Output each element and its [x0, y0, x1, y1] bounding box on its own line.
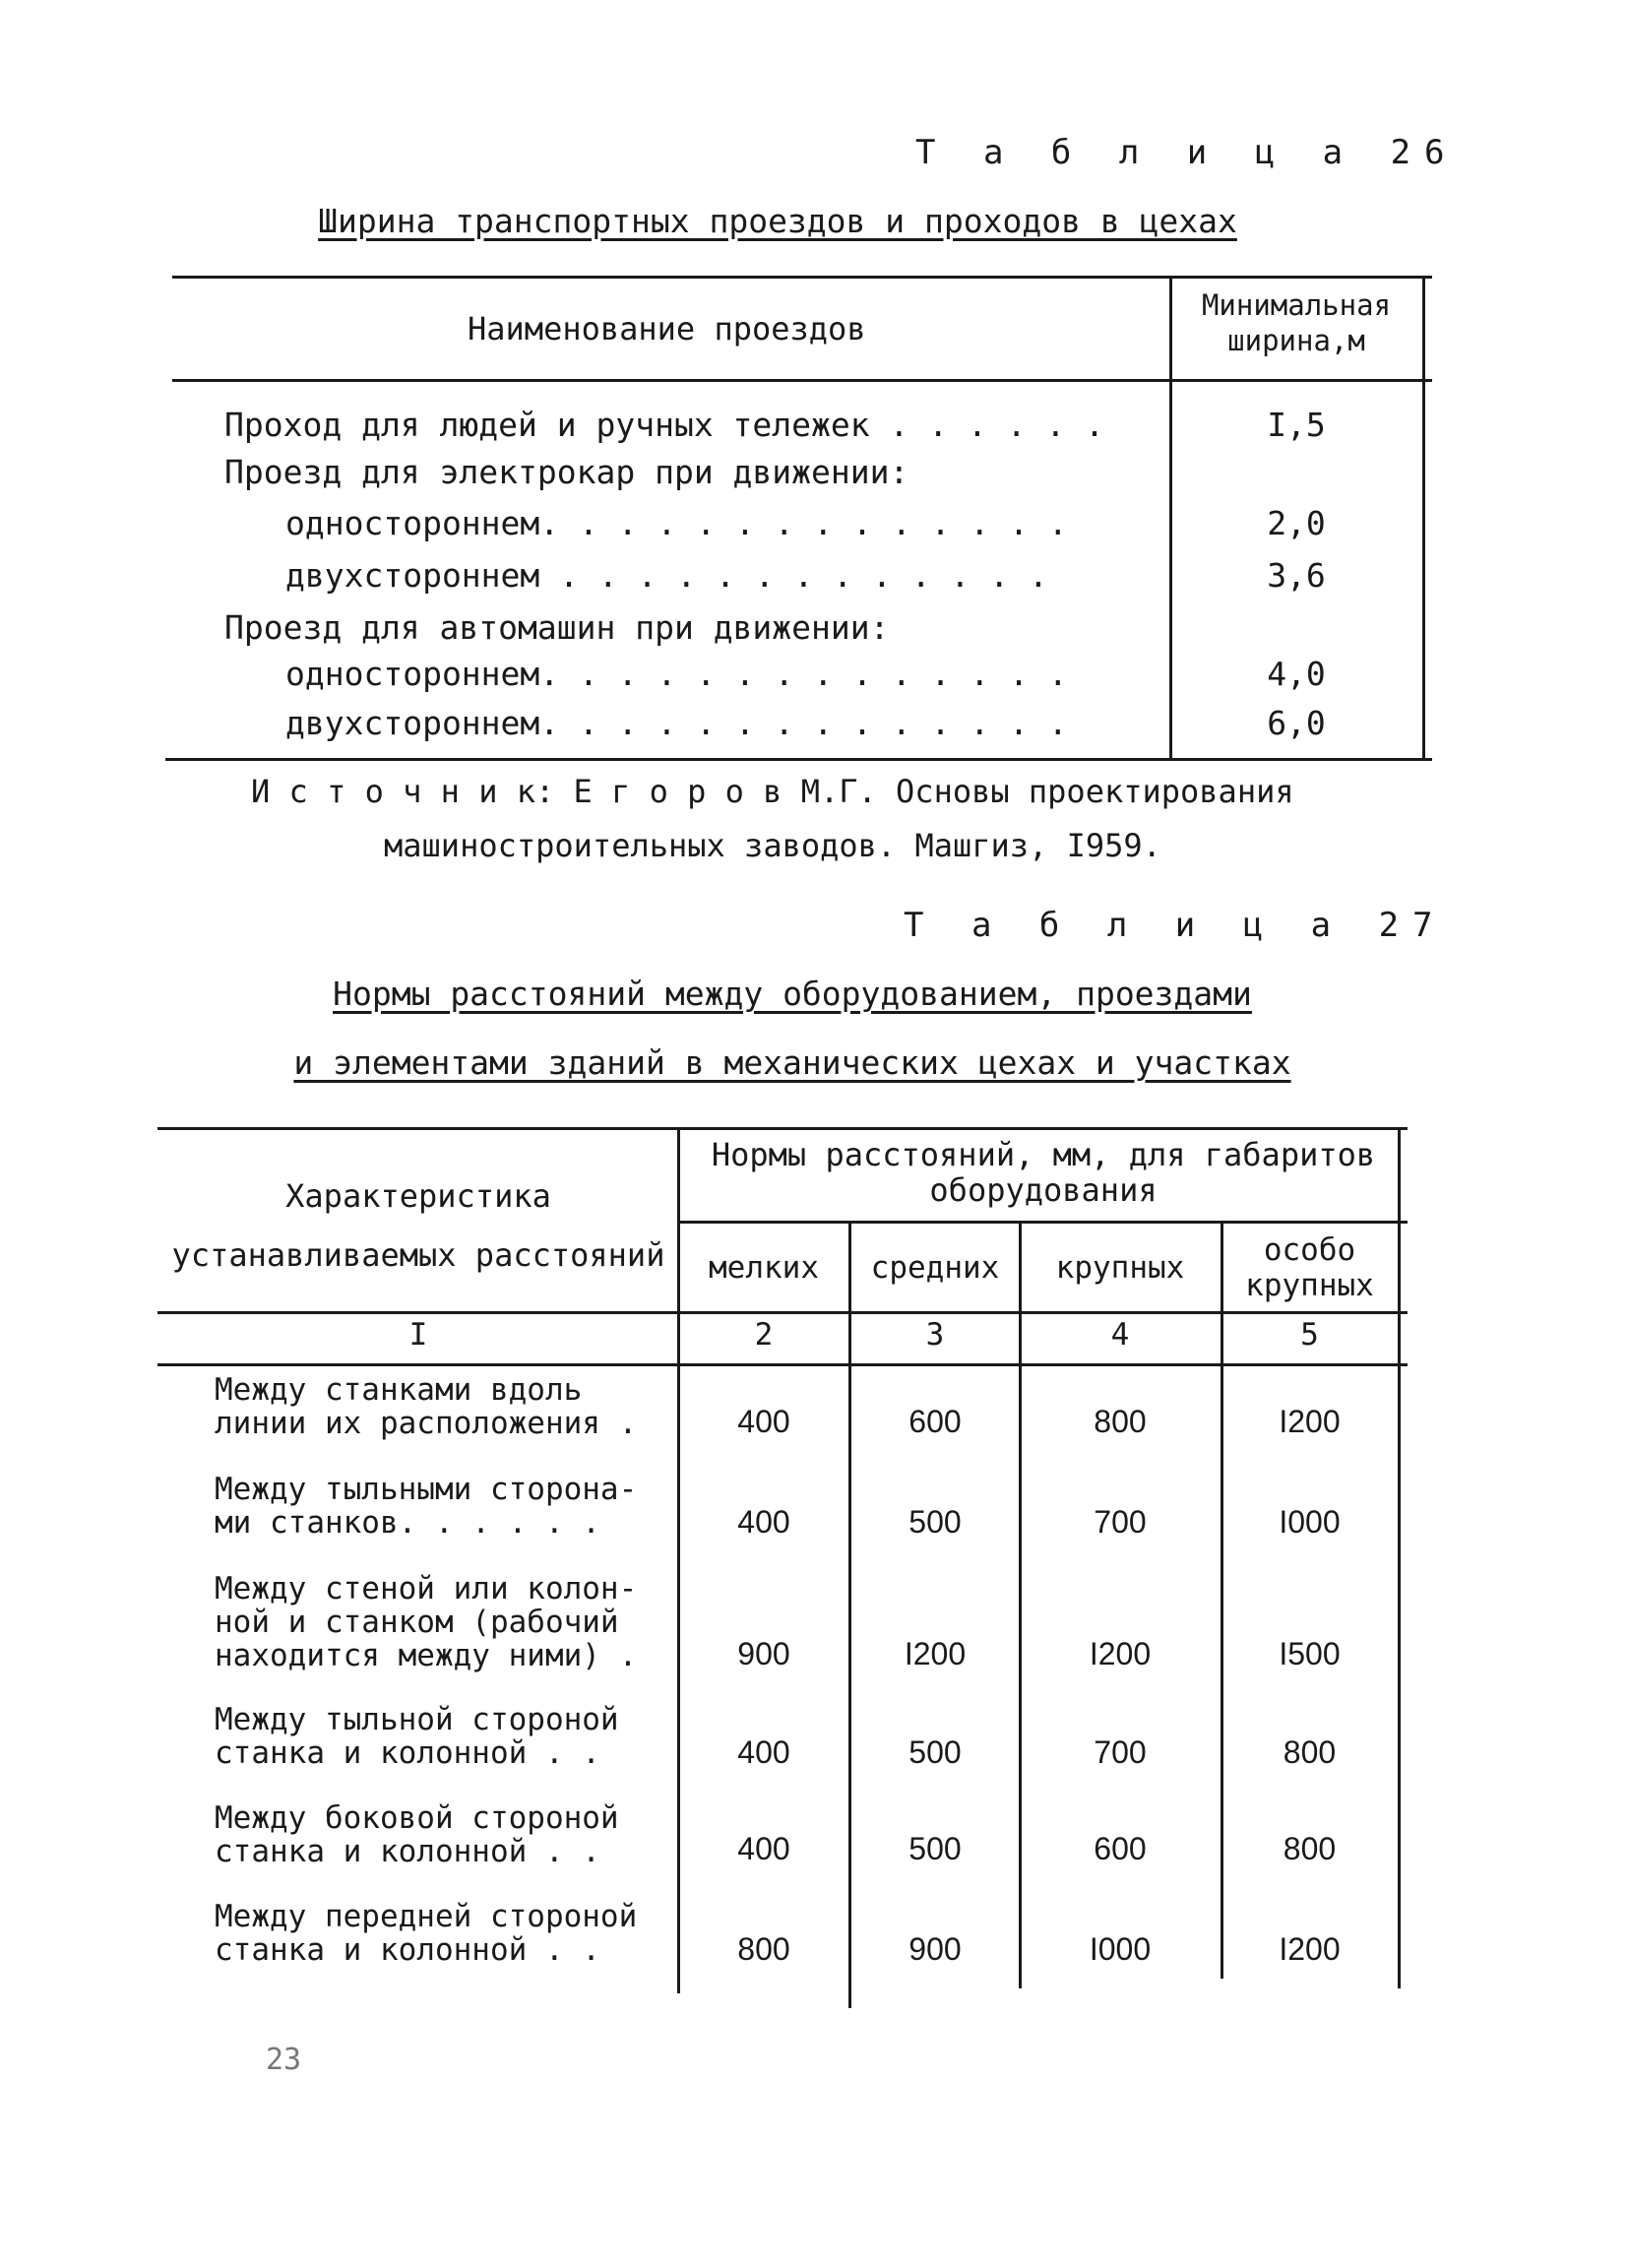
table-27-right-border — [1398, 1127, 1401, 1988]
table-27-cell: 800 — [1094, 1404, 1147, 1439]
table-27-title-line-2: и элементами зданий в механических цехах и участках — [293, 1043, 1291, 1082]
table-27-header-norms: Нормы расстояний, мм, для габаритов оборудования — [711, 1136, 1376, 1209]
table-26-title: Ширина транспортных проездов и проходов в цехах — [318, 202, 1237, 240]
table-27-cell: 500 — [908, 1831, 962, 1866]
table-27-column-number: 2 — [754, 1317, 774, 1353]
table-26-top-rule — [172, 276, 1432, 279]
table-27-cell: 900 — [908, 1931, 962, 1967]
table-26-row-label: одностороннем. . . . . . . . . . . . . . — [285, 504, 1068, 542]
table-27-subheader-small: мелких — [709, 1250, 819, 1286]
table-27-column-number: I — [408, 1317, 428, 1353]
table-27-row-label: Между передней стороной станка и колонной . . — [215, 1899, 638, 1968]
table-27-header-characteristic: Характеристика устанавливаемых расстояний — [171, 1177, 665, 1274]
table-27-cell: 500 — [908, 1734, 962, 1770]
table-27-cell: I000 — [1279, 1504, 1341, 1540]
table-27-cell: 900 — [737, 1636, 790, 1671]
table-27-cell: 400 — [737, 1404, 790, 1439]
table-27-top-rule — [157, 1127, 1408, 1130]
table-26-header-width: Минимальная ширина,м — [1201, 288, 1392, 357]
table-27-column-number: 4 — [1110, 1317, 1130, 1353]
table-26-caption: Т а б л и ц а 26 — [915, 133, 1459, 172]
table-27-cell: I200 — [904, 1636, 967, 1671]
table-26-row-label: Проезд для электрокар при движении: — [224, 453, 909, 491]
table-26-row-value: I,5 — [1267, 406, 1326, 444]
table-27-cell: 500 — [908, 1504, 962, 1540]
table-26-row-value: 3,6 — [1267, 556, 1326, 595]
table-27-subheader-medium: средних — [870, 1250, 1000, 1286]
table-27-cell: I200 — [1279, 1404, 1341, 1439]
table-27-row-label: Между боковой стороной станка и колонной . . — [215, 1800, 619, 1869]
table-26-row-label: одностороннем. . . . . . . . . . . . . . — [285, 655, 1068, 693]
table-27-row-label: Между тыльной стороной станка и колонной . . — [215, 1702, 619, 1771]
table-27-cell: 800 — [737, 1931, 790, 1967]
table-27-cell: 800 — [1283, 1734, 1337, 1770]
table-27-cell: 600 — [1094, 1831, 1147, 1866]
table-26-row-label: Проезд для автомашин при движении: — [224, 608, 890, 647]
table-26-column-divider — [1169, 276, 1172, 758]
table-26-source-line-2: машиностроительных заводов. Машгиз, I959. — [384, 827, 1161, 864]
table-27-cell: 400 — [737, 1831, 790, 1866]
table-27-title-line-1: Нормы расстояний между оборудованием, проездами — [333, 975, 1252, 1013]
table-27-column-number: 5 — [1300, 1317, 1319, 1353]
table-27-column-number: 3 — [925, 1317, 945, 1353]
table-27-cell: I000 — [1089, 1931, 1152, 1967]
table-27-row-label: Между станками вдоль линии их расположения . — [215, 1372, 638, 1441]
table-27-cell: I200 — [1089, 1636, 1152, 1671]
table-27-row-label: Между стеной или колон- ной и станком (рабочий находится между ними) . — [215, 1571, 638, 1673]
table-26-row-value: 6,0 — [1267, 704, 1326, 742]
table-26-header-name: Наименование проездов — [468, 310, 866, 347]
table-26-row-value: 4,0 — [1267, 655, 1326, 693]
table-27-row-label: Между тыльными сторона- ми станков. . . . . . — [215, 1472, 638, 1541]
table-27-subheader-extra-large: особо крупных — [1245, 1232, 1374, 1303]
table-27-cell: 800 — [1283, 1831, 1337, 1866]
table-27-cell: 600 — [908, 1404, 962, 1439]
table-26-row-label: Проход для людей и ручных тележек . . . . . . — [224, 406, 1105, 444]
table-27-cell: 700 — [1094, 1734, 1147, 1770]
table-27-cell: 400 — [737, 1734, 790, 1770]
table-26-header-rule — [172, 379, 1432, 382]
table-27-subheader-large: крупных — [1055, 1250, 1185, 1286]
table-26-row-label: двухстороннем. . . . . . . . . . . . . . — [285, 704, 1068, 742]
table-27-cell: 400 — [737, 1504, 790, 1540]
table-26-bottom-rule — [165, 758, 1432, 761]
table-26-right-border — [1422, 276, 1425, 758]
page-number: 23 — [266, 2043, 302, 2077]
table-27-subheader-rule — [679, 1221, 1408, 1224]
table-27-caption: Т а б л и ц а 27 — [904, 906, 1447, 945]
table-27-cell: I500 — [1279, 1636, 1341, 1671]
table-27-cell: I200 — [1279, 1931, 1341, 1967]
table-26-row-label: двухстороннем . . . . . . . . . . . . . — [285, 556, 1048, 595]
table-26-source-line-1: И с т о ч н и к: Е г о р о в М.Г. Основы проектирования — [251, 773, 1294, 810]
table-27-cell: 700 — [1094, 1504, 1147, 1540]
table-26-row-value: 2,0 — [1267, 504, 1326, 542]
